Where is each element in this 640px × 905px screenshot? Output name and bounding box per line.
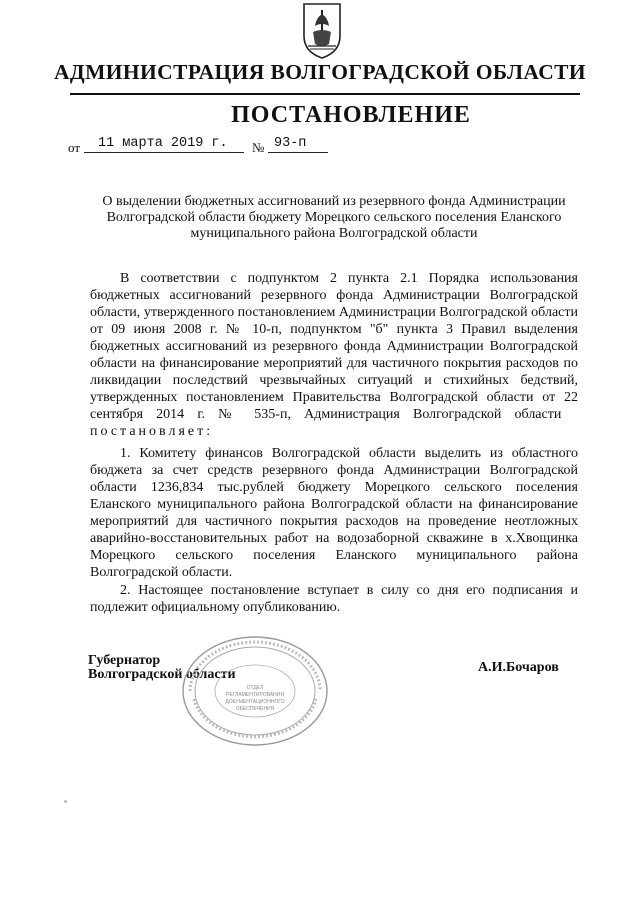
document-number [268, 136, 328, 153]
item-1-paragraph: 1. Комитету финансов Волгоградской области выделить из областного бюджета за счет средств резервного фонда Администрации Волгоградской области 1236,834 тыс.рублей бюджету Морецкого сельского поселения Еланского муниципального района Волгоградской области на финансирование мероприятий для частичного покрытия расходов на проведение неотложных аварийно-восстановительных работ на водозаборной скважине в х.Хвощинка Морецкого сельского поселения Еланского муниципального района Волгоградской области. [90, 446, 578, 580]
signatory-name: А.И.Бочаров [478, 660, 559, 675]
official-round-stamp-icon [180, 635, 330, 747]
volgograd-coat-of-arms-icon [300, 2, 344, 60]
scan-speck [64, 800, 67, 803]
document-date-text: 11 марта 2019 г. [98, 136, 228, 151]
document-number-text: 93-п [274, 136, 307, 151]
resolves-word: постановляет: [90, 424, 214, 439]
document-type-title: ПОСТАНОВЛЕНИЕ [231, 102, 471, 128]
stamp-text-line2: РЕГЛАМЕНТИРОВАНИЯ [226, 692, 284, 698]
signatory-position-line2: Волгоградской области [88, 667, 236, 682]
date-prefix-label: от [68, 140, 81, 155]
preamble-paragraph [90, 270, 578, 440]
header-divider [70, 93, 580, 95]
organization-title: АДМИНИСТРАЦИЯ ВОЛГОГРАДСКОЙ ОБЛАСТИ [53, 60, 587, 84]
number-label: № [252, 140, 265, 155]
stamp-text-line3: ДОКУМЕНТАЦИОННОГО [225, 699, 285, 705]
document-date [84, 136, 244, 153]
item-2-paragraph: 2. Настоящее постановление вступает в силу со дня его подписания и подлежит официальному опубликованию. [90, 583, 578, 615]
signatory-position-line1: Губернатор [88, 653, 161, 668]
stamp-text-line1: ОТДЕЛ [246, 685, 264, 691]
document-subject: О выделении бюджетных ассигнований из резервного фонда Администрации Волгоградской области бюджету Морецкого сельского поселения Еланского муниципального района Волгоградской области [102, 194, 566, 241]
stamp-text-line4: ОБЕСПЕЧЕНИЯ [235, 706, 275, 712]
preamble-text: В соответствии с подпунктом 2 пункта 2.1 Порядка использования бюджетных ассигнований резервного фонда Администрации Волгоградской области, утвержденного постановлением Администрации Волгоградской области от 09 июня 2008 г. № 10-п, подпунктом "б" пункта 3 Правил выделения бюджетных ассигнований из резервного фонда Администрации Волгоградской области на финансирование мероприятий для частичного покрытия расходов по ликвидации последствий чрезвычайных ситуаций и стихийных бедствий, утвержденных постановлением Правительства Волгоградской области от 22 сентября 2014 г. № 535-п, Администрация Волгоградской области [90, 271, 578, 422]
